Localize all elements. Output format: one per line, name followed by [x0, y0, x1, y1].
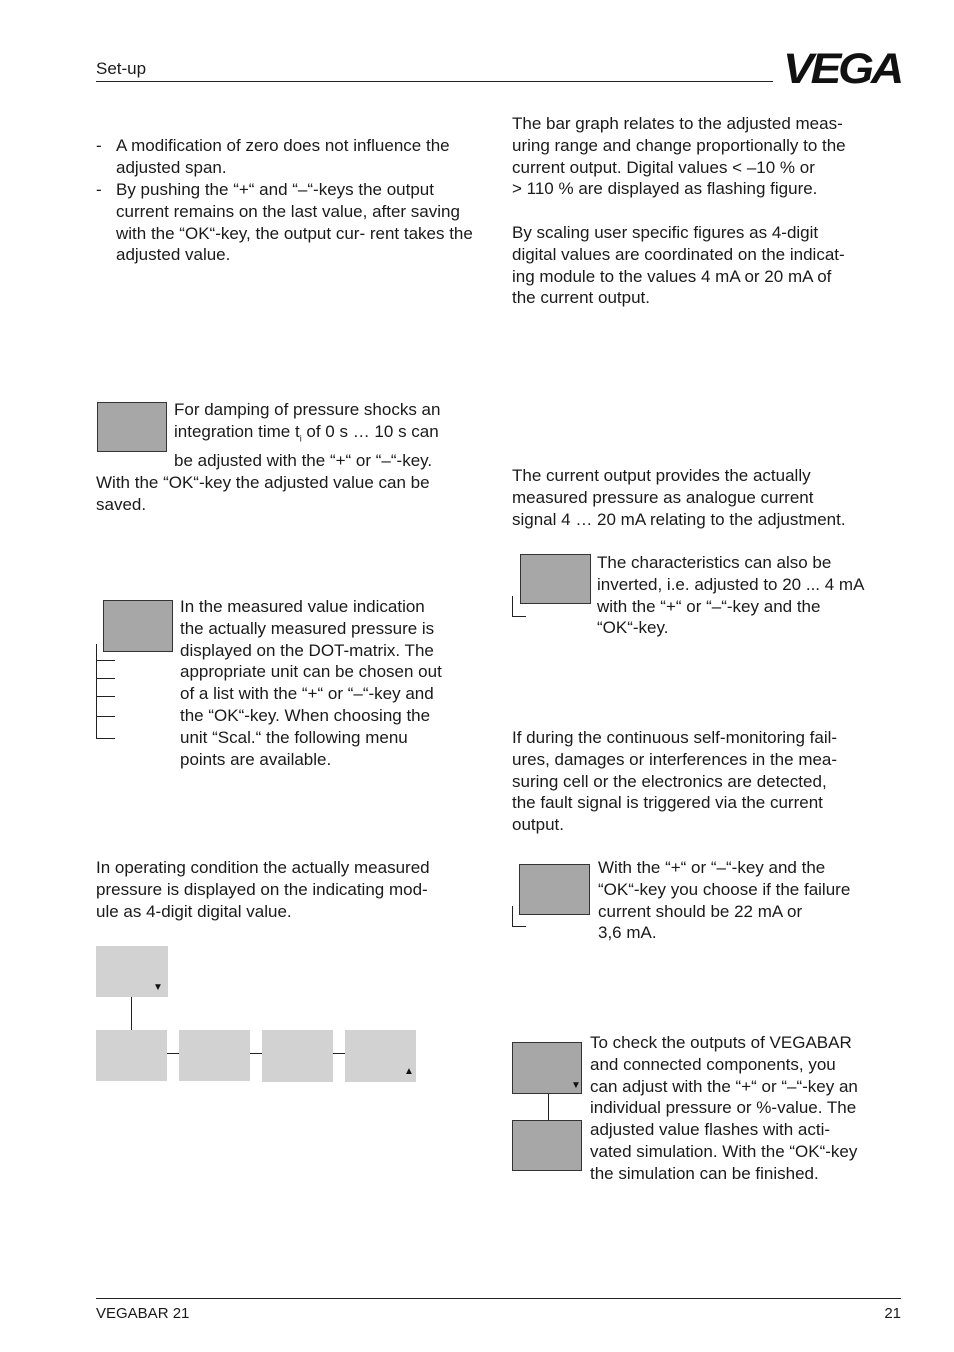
ch-line-3: with the “+“ or “–“-key and the — [597, 596, 821, 616]
connector-simulation — [548, 1094, 549, 1120]
mv-line-2: the actually measured pressure is — [180, 618, 435, 638]
bg-line-4: > 110 % are displayed as flashing figure. — [512, 179, 818, 199]
co-line-1: The current output provides the actually — [512, 466, 811, 485]
bargraph-text — [512, 113, 904, 200]
vega-logo — [783, 50, 901, 86]
page-number: 21 — [884, 1305, 901, 1322]
simulation-text — [590, 1032, 908, 1185]
mv-line-3: displayed on the DOT-matrix. The — [180, 640, 434, 660]
current-output-text — [512, 465, 904, 530]
damping-line-4: With the “OK“-key the adjusted value can be — [96, 472, 430, 492]
display-box-1 — [96, 1030, 167, 1081]
sim-line-3: can adjust with the “+“ or “–“-key an — [590, 1076, 858, 1096]
arrow-up-icon: ▲ — [404, 1066, 414, 1077]
damping-line-2 — [96, 421, 488, 450]
section-title: Set-up — [96, 59, 147, 78]
mv-line-4: appropriate unit can be chosen out — [180, 662, 442, 682]
failure-current-text — [598, 857, 908, 944]
bullet-text: A modification of zero does not influence the adjusted span. — [116, 136, 450, 177]
fc-line-1: With the “+“ or “–“-key and the — [598, 858, 826, 877]
connector-vertical — [131, 997, 132, 1030]
sc-line-3: ing module to the values 4 mA or 20 mA of — [512, 266, 832, 286]
footer-product: VEGABAR 21 — [96, 1305, 190, 1322]
subscript-i: i — [299, 433, 302, 444]
op-line-1: In operating condition the actually measured — [96, 858, 430, 877]
sm-line-1: If during the continuous self-monitoring fail- — [512, 728, 838, 747]
damping-line-2b: of 0 s … 10 s can — [301, 421, 439, 441]
submenu-tick-2 — [96, 660, 115, 679]
submenu-tick-4 — [96, 696, 115, 717]
damping-line-3: be adjusted with the “+“ or “–“-key. — [174, 450, 433, 470]
connector-3 — [333, 1053, 345, 1054]
arrow-down-icon: ▼ — [153, 982, 163, 993]
arrow-down-icon: ▼ — [571, 1080, 581, 1091]
damping-line-1: For damping of pressure shocks an — [174, 400, 441, 419]
display-box-2 — [179, 1030, 250, 1081]
ch-line-4: “OK“-key. — [597, 618, 669, 638]
bg-line-3: current output. Digital values < –10 % or — [512, 157, 815, 177]
sc-line-2: digital values are coordinated on the indicat- — [512, 244, 845, 264]
co-line-3: signal 4 … 20 mA relating to the adjustment. — [512, 509, 846, 529]
self-monitoring-text — [512, 727, 904, 836]
sim-line-5: adjusted value flashes with acti- — [590, 1120, 831, 1140]
sim-line-6: vated simulation. With the “OK“-key — [590, 1141, 858, 1161]
sc-line-4: the current output. — [512, 288, 650, 308]
mv-line-1: In the measured value indication — [180, 597, 425, 616]
scaling-text — [512, 222, 904, 309]
fc-line-2: “OK“-key you choose if the failure — [598, 879, 851, 899]
sim-line-7: the simulation can be finished. — [590, 1163, 819, 1183]
sim-line-2: and connected components, you — [590, 1054, 836, 1074]
sm-line-2: ures, damages or interferences in the mea- — [512, 749, 838, 769]
submenu-tick-characteristics — [512, 596, 526, 617]
co-line-2: measured pressure as analogue current — [512, 487, 814, 507]
header-rule — [96, 81, 773, 82]
menu-box-failure-current — [519, 864, 590, 915]
bullet-item-keys — [96, 179, 488, 267]
sim-line-4: individual pressure or %-value. The — [590, 1098, 857, 1118]
connector-2 — [250, 1053, 262, 1054]
mv-line-7: unit “Scal.“ the following menu — [180, 727, 408, 747]
sm-line-4: the fault signal is triggered via the current — [512, 793, 823, 813]
footer-rule — [96, 1298, 901, 1299]
fc-line-4: 3,6 mA. — [598, 923, 657, 943]
sim-line-1: To check the outputs of VEGABAR — [590, 1033, 852, 1052]
bg-line-2: uring range and change proportionally to the — [512, 135, 846, 155]
mv-line-6: the “OK“-key. When choosing the — [180, 705, 431, 725]
submenu-tick-3 — [96, 678, 115, 697]
fc-line-3: current should be 22 mA or — [598, 901, 803, 921]
submenu-tick-1 — [96, 644, 115, 661]
operating-text — [96, 857, 488, 922]
measured-value-text — [180, 596, 488, 770]
menu-box-characteristics — [520, 554, 591, 604]
op-line-3: ule as 4-digit digital value. — [96, 901, 292, 921]
damping-line-2a: integration time t — [174, 421, 300, 441]
connector-1 — [167, 1053, 179, 1054]
display-box-3 — [262, 1030, 333, 1082]
sm-line-3: suring cell or the electronics are detected, — [512, 771, 827, 791]
submenu-tick-5 — [96, 716, 115, 739]
ch-line-2: inverted, i.e. adjusted to 20 ... 4 mA — [597, 574, 865, 594]
menu-box-simulation-value — [512, 1120, 582, 1171]
bullet-item-zero — [96, 135, 488, 179]
submenu-tick-failure — [512, 906, 526, 927]
mv-line-8: points are available. — [180, 749, 332, 769]
damping-text — [96, 399, 488, 515]
bullet-dash: - — [96, 136, 102, 155]
damping-line-5: saved. — [96, 494, 147, 514]
mv-line-5: of a list with the “+“ or “–“-key and — [180, 684, 434, 704]
op-line-2: pressure is displayed on the indicating mod- — [96, 879, 428, 899]
bullet-text: By pushing the “+“ and “–“-keys the output current remains on the last value, after saving with the “OK“-key, the output cur- rent takes the adjusted value. — [116, 180, 473, 265]
bg-line-1: The bar graph relates to the adjusted meas- — [512, 114, 843, 133]
logo-text: VEGA — [783, 50, 901, 86]
sm-line-5: output. — [512, 815, 564, 835]
characteristics-text — [597, 552, 907, 639]
bullet-dash: - — [96, 180, 102, 199]
ch-line-1: The characteristics can also be — [597, 553, 832, 572]
sc-line-1: By scaling user specific figures as 4-digit — [512, 223, 819, 242]
